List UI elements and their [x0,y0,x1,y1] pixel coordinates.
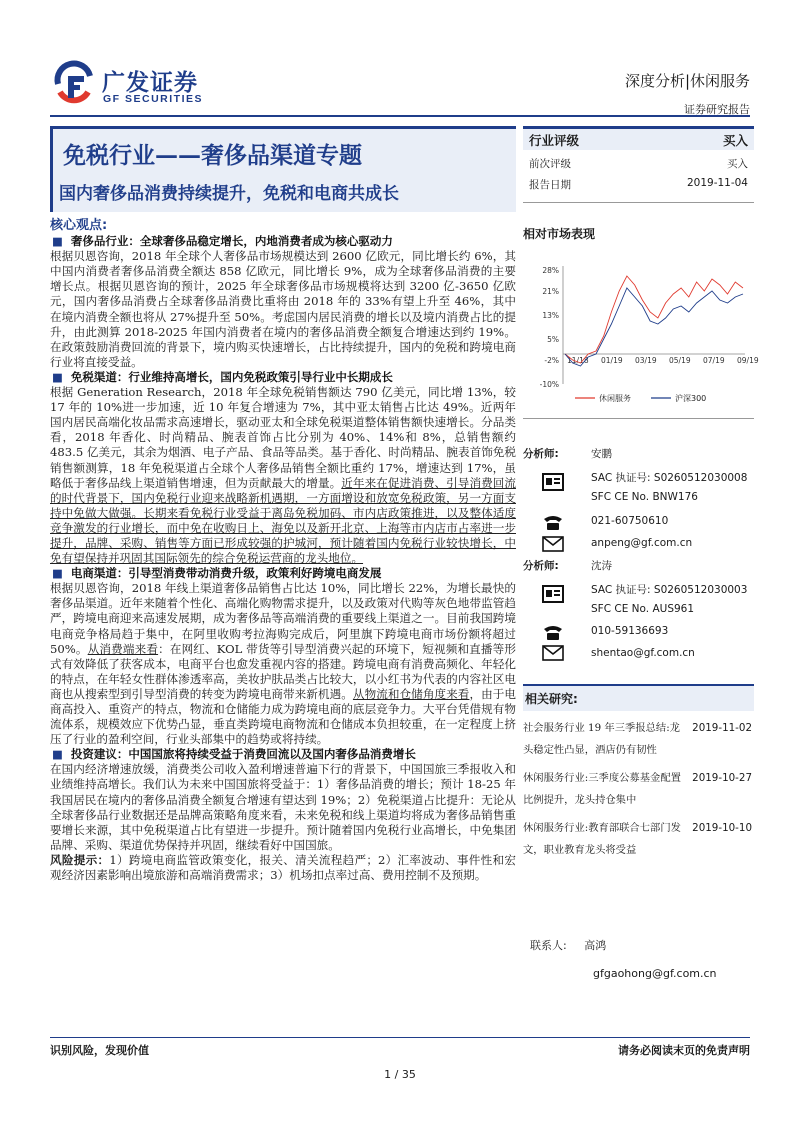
risk-label: 风险提示： [50,852,110,867]
bullet-square-icon: ■ [52,566,63,581]
related-item-date: 2019-10-10 [692,822,752,834]
market-title: 相对市场表现 [523,227,596,241]
analyst-label: 分析师: [523,560,559,572]
y-tick-label: 5% [547,335,559,344]
paragraph-text: 根据 Generation Research，2018 年全球免税销售额达 790 亿美元，同比增 13%，较 17 年的 10%进一步加速，近 10 年复合增速为 7%，其中亚太销售占比达 49%。近两年国内居民高端化妆品需求高速增长，驱动亚太和全球免税渠道整体销售额快速增长。分品类看，2018 年香化、时尚精品、腕表首饰占比分别为 40%、14%和 8%，总销售额约 483.5 亿美元，其余为烟酒、电子产品、食品等品类。基于香化、时尚精品、腕表首饰免税销售额测算，18 年免税渠道占全球个人奢侈品销售全额比重约 17%，增速达到 17%，虽略低于奢侈品线上渠道销售增速，但为贡献最大的增量。 [50,385,516,490]
x-tick-label: 09/19 [737,356,759,365]
analyst-email[interactable]: shentao@gf.com.cn [591,647,695,659]
bullet-title: 奢侈品行业：全球奢侈品稳定增长，内地消费者成为核心驱动力 [70,234,393,249]
footer-slogan: 识别风险，发现价值 [50,1044,149,1057]
analyst-label: 分析师: [523,448,559,460]
related-research [523,684,754,861]
risk-warning [50,853,516,883]
paragraph-text: ，由于电商高投入、重资产的特点，物流和仓储能力成为跨境电商的底层竞争力。大平台凭借规有物流体系，规模效应下优势凸显，垂直类跨境电商物流和仓储成本负担较重，在一定程度上挤压了行业的盈利空间，行业头部集中的趋势或将持续。 [50,686,516,747]
email-icon [541,643,565,663]
gf-logo-icon [52,62,96,106]
chart-divider [523,418,754,419]
x-tick-label: 07/19 [703,356,725,365]
header-divider [50,115,750,117]
bullet-square-icon: ■ [52,234,63,249]
related-item-date: 2019-10-27 [692,772,752,784]
risk-text: 1）跨境电商监管政策变化，报关、清关流程趋严；2）汇率波动、事件性和宏观经济因素影响出境旅游和高端消费需求；3）机场扣点率过高、费用控制不及预期。 [50,852,516,883]
legend-label: 沪深300 [675,394,707,403]
y-tick-label: 21% [542,287,559,296]
report-title: 免税行业——奢侈品渠道专题 [63,142,362,169]
related-item-title: 社会服务行业 19 年三季报总结:龙头稳定性凸显，酒店仍有韧性 [523,722,680,756]
related-item-title: 休闲服务行业:教育部联合七部门发文，职业教育龙头将受益 [523,822,681,856]
id-card-icon [541,472,565,492]
core-views [50,218,516,883]
rating-divider [523,202,754,203]
date-value: 2019-11-04 [686,177,748,189]
underlined-text: 从消费端来看 [87,641,159,656]
title-box [50,126,516,212]
y-tick-label: 28% [542,266,559,275]
paragraph-investment: 在国内经济增速放缓，消费类公司收入盈利增速普遍下行的背景下，中国国旅三季报收入和业绩维持高增长。我们认为未来中国国旅将受益于：1）奢侈品消费的增长；预计 18-25 年我国居民在境内的奢侈品消费全额复合增速有望达到 19%；2）免税渠道占比提升：无论从全球奢侈品行业数据还是品牌高策略角度来看，未来免税和线上渠道均将成为奢侈品销售重要增长来源，其中免税渠道占比有望进一步提升。预计随着国内免税行业高增长，中免集团品牌、采购、渠道优势保持并巩固，继续看好中国国旅。 [50,762,516,852]
bullet-luxury [50,234,516,249]
paragraph-text: 根据贝恩咨询，2018 年线上渠道奢侈品销售占比达 10%，同比增长 22%，为增长最快的奢侈品渠道。近年来随着个性化、高端化购物需求提升，以及政策对代购等灰色地带监管趋严，跨境电商迎来高速发展期，成为奢侈品等高端消费的重要线上渠道之一。目前我国跨境电商竞争格局趋于集中，在阿里收购考拉海购完成后，阿里旗下跨境电商市场份额将超过 50%。 [50,581,516,656]
report-type: 深度分析|休闲服务 [624,72,750,90]
page-number: 1 / 35 [384,1068,416,1081]
bullet-square-icon: ■ [52,747,63,762]
series-line-休闲服务 [565,276,743,363]
related-item[interactable] [523,817,754,861]
underlined-text: 近年来在促进消费、引导消费回流的时代背景下，国内免税行业迎来战略新机遇期，一方面增设和放宽免税政策，另一方面支持中免做大做强。长期来看免税行业受益于离岛免税加码、市内店政策推进，以及整体适度竞争激发的行业增长，而中免在收购日上、海免以及新开北京、上海等市内店市占率进一步提升，品牌、采购、销售等方面已形成较强的护城河，预计随着国内免税行业较快增长，中免有望保持并巩固其国际领先的综合免税运营商的龙头地位。 [50,475,516,566]
contact-email[interactable]: gfgaohong@gf.com.cn [593,967,717,980]
rating-value: 买入 [722,132,748,148]
previous-rating [523,156,754,171]
contact-name: 高鸿 [584,939,607,952]
prev-rating-value: 买入 [727,158,748,170]
legend-label: 休闲服务 [599,394,631,403]
prev-rating-label: 前次评级 [529,158,571,170]
bullet-square-icon: ■ [52,369,63,384]
gf-logo [52,62,222,108]
id-card-icon [541,584,565,604]
brand-name-cn: 广发证券 [102,70,198,96]
y-tick-label: 13% [542,311,559,320]
underlined-text: 从物流和仓储角度来看 [352,686,470,701]
analyst-sac: SAC 执证号: S0260512030003 [591,584,748,596]
report-subtitle: 国内奢侈品消费持续提升，免税和电商共成长 [59,184,399,204]
x-tick-label: 03/19 [635,356,657,365]
contact-line [530,937,717,953]
analyst-name: 沈涛 [591,560,612,572]
phone-icon [541,512,565,532]
related-item[interactable] [523,767,754,811]
y-tick-label: -2% [544,356,559,365]
industry-rating [523,126,754,150]
x-tick-label: 11/18 [567,356,589,365]
bullet-title: 电商渠道：引导型消费带动消费升级，政策利好跨境电商发展 [70,566,382,581]
bullet-title: 免税渠道：行业维持高增长，国内免税政策引导行业中长期成长 [70,369,393,384]
rating-panel [523,126,754,242]
bullet-investment [50,747,516,762]
x-tick-label: 05/19 [669,356,691,365]
related-item-date: 2019-11-02 [692,722,752,734]
phone-icon [541,622,565,642]
analyst-sac: SAC 执证号: S0260512030008 [591,472,748,484]
analyst-email[interactable]: anpeng@gf.com.cn [591,537,693,549]
y-tick-label: -10% [539,380,559,389]
email-icon [541,534,565,554]
contact-person [530,937,717,980]
paragraph-ecommerce [50,581,516,747]
analyst-sfc: SFC CE No. BNW176 [591,491,698,503]
brand-name-en: GF SECURITIES [103,93,204,105]
related-item-title: 休闲服务行业:三季度公募基金配置比例提升，龙头持仓集中 [523,772,681,806]
analyst-phone: 021-60750610 [591,515,669,527]
bullet-dutyfree [50,370,516,385]
contact-label: 联系人: [530,939,567,952]
line-chart [523,258,759,410]
footer-divider [50,1037,750,1038]
related-title: 相关研究: [523,684,754,711]
paragraph-luxury: 根据贝恩咨询，2018 年全球个人奢侈品市场规模达到 2600 亿欧元，同比增长约 6%，其中国内消费者奢侈品消费全额达 858 亿欧元，同比增长 9%，成为全球奢侈品消费的主要增长点。根据贝恩咨询的预计，2025 年全球奢侈品市场规模将达到 3200 亿-3650 亿欧元，国内奢侈品消费占全球奢侈品消费比重将由 2018 年的 33%有望上升至 46%，其中在境内消费全额也将从 27%提升至 50%。考虑国内居民消费的增长以及境内消费占比的提升，由此测算 2018-2025 年国内消费者在境内的奢侈品消费全额复合增速达到约 19%。在政策鼓励消费回流的背景下，境内购买快速增长，占比持续提升，国内的免税和跨境电商行业将直接受益。 [50,249,516,369]
rating-label: 行业评级 [529,132,580,148]
analyst-name: 安鹏 [591,448,612,460]
report-category: 证券研究报告 [684,103,750,116]
analyst-sfc: SFC CE No. AUS961 [591,603,695,615]
relative-performance-chart [523,258,759,410]
bullet-title: 投资建议：中国国旅将持续受益于消费回流以及国内奢侈品消费增长 [70,747,416,762]
x-tick-label: 01/19 [601,356,623,365]
paragraph-text: ：在网红、KOL 带货等引导型消费兴起的环境下，短视频和直播等形式有效降低了获客成本，电商平台也愈发重视内容的搭建。跨境电商有消费高频化、年轻化的特点，在年轻女性群体渗透率高，美妆护肤品类占比较大，以小红书为代表的内容社区电商也从搜索型到引导型消费的转变为跨境电商带来新机遇。 [50,641,516,701]
bullet-ecommerce [50,566,516,581]
core-heading: 核心观点: [50,218,108,233]
report-date [523,177,754,192]
paragraph-dutyfree [50,385,516,566]
analyst-phone: 010-59136693 [591,625,669,637]
related-item[interactable] [523,717,754,761]
date-label: 报告日期 [529,179,571,191]
footer-disclaimer[interactable]: 请务必阅读末页的免责声明 [618,1044,750,1057]
report-header [625,70,750,117]
